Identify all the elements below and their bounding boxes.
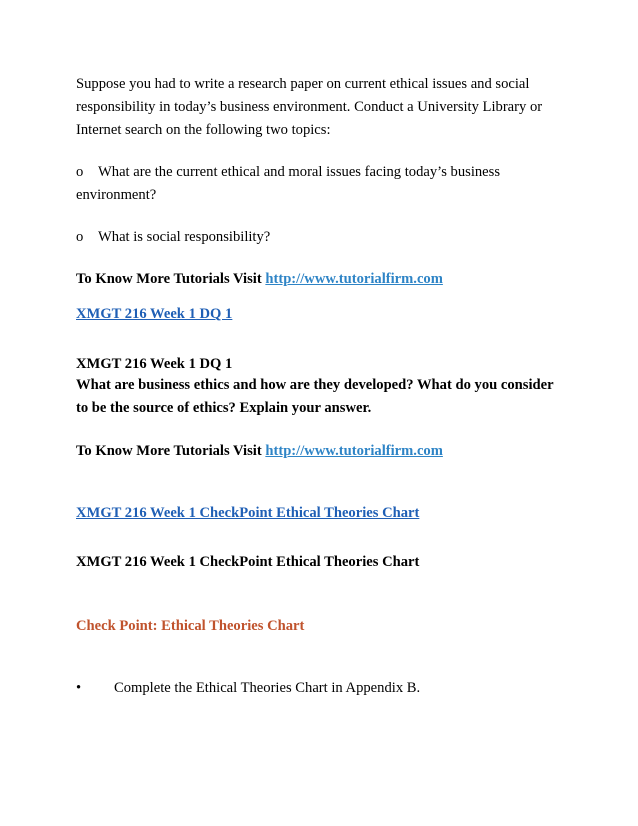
checkpoint-heading: XMGT 216 Week 1 CheckPoint Ethical Theories Chart — [76, 554, 420, 570]
visit-2-link[interactable]: http://www.tutorialfirm.com — [265, 443, 443, 459]
intro-line-3: Internet search on the following two topics: — [76, 122, 331, 138]
topic-2-text: What is social responsibility? — [98, 229, 271, 245]
dq-question-line-1: What are business ethics and how are they developed? What do you consider — [76, 377, 554, 393]
checkpoint-title: Check Point: Ethical Theories Chart — [76, 618, 305, 634]
visit-line-1 — [76, 270, 443, 288]
visit-1-prefix: To Know More Tutorials Visit — [76, 271, 266, 287]
checkpoint-link[interactable]: XMGT 216 Week 1 CheckPoint Ethical Theories Chart — [76, 505, 420, 521]
topic-1 — [76, 163, 500, 181]
dq-link[interactable]: XMGT 216 Week 1 DQ 1 — [76, 306, 233, 322]
topic-2 — [76, 228, 270, 246]
dq-link-line — [76, 305, 232, 323]
checkpoint-link-line — [76, 504, 419, 522]
task-bullet: • — [76, 680, 82, 696]
intro-line-1: Suppose you had to write a research paper on current ethical issues and social — [76, 76, 530, 92]
dq-heading: XMGT 216 Week 1 DQ 1 — [76, 356, 233, 372]
dq-question-line-2: to be the source of ethics? Explain your answer. — [76, 400, 372, 416]
topic-2-marker: o — [76, 229, 84, 245]
visit-line-2 — [76, 442, 443, 460]
topic-1-marker: o — [76, 164, 84, 180]
visit-1-link[interactable]: http://www.tutorialfirm.com — [265, 271, 443, 287]
topic-1-line-1: What are the current ethical and moral issues facing today’s business — [98, 164, 501, 180]
intro-line-2: responsibility in today’s business environment. Conduct a University Library or — [76, 99, 543, 115]
topic-1-line-2: environment? — [76, 187, 157, 203]
visit-2-prefix: To Know More Tutorials Visit — [76, 443, 266, 459]
task-item — [76, 679, 420, 697]
task-text: Complete the Ethical Theories Chart in Appendix B. — [114, 680, 421, 696]
